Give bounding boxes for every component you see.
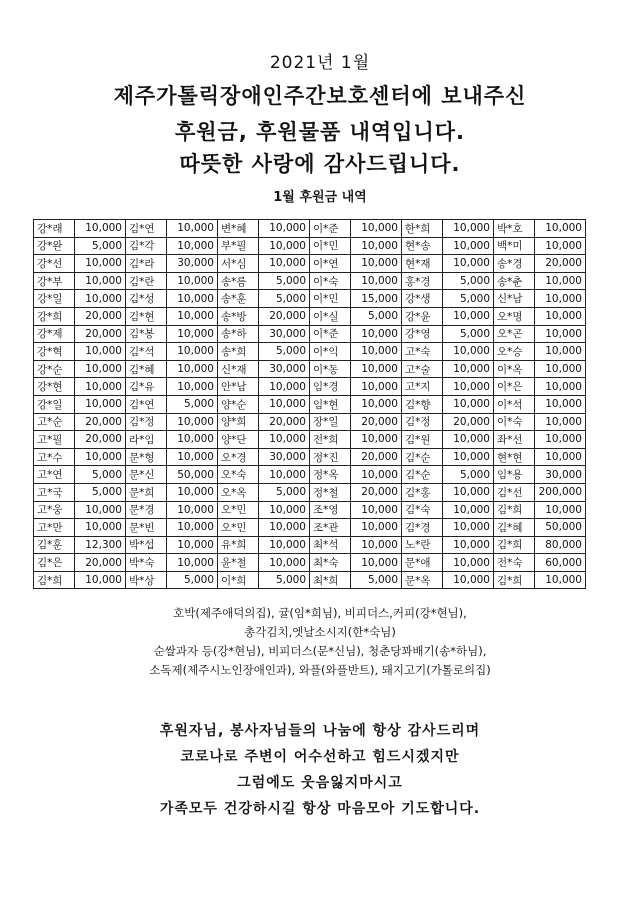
donation-amount-cell: 10,000 xyxy=(167,272,218,290)
donor-name-cell: 고*만 xyxy=(34,519,75,537)
donor-name-cell: 양*순 xyxy=(218,395,259,413)
table-row xyxy=(34,378,586,396)
donor-name-cell: 고*숙 xyxy=(402,343,443,361)
donation-amount-cell: 5,000 xyxy=(443,272,494,290)
donor-name-cell: 문*빈 xyxy=(126,519,167,537)
donation-amount-cell: 10,000 xyxy=(535,395,586,413)
donation-amount-cell: 10,000 xyxy=(75,395,126,413)
donation-amount-cell: 10,000 xyxy=(443,448,494,466)
donation-amount-cell: 10,000 xyxy=(75,378,126,396)
donation-amount-cell: 10,000 xyxy=(259,255,310,273)
closing-line: 후원자님, 봉사자님들의 나눔에 항상 감사드리며 xyxy=(159,723,481,739)
donation-amount-cell: 10,000 xyxy=(443,536,494,554)
donated-items-line: 소독제(제주시노인장애인과), 와플(와플반트), 돼지고기(가톨로의집) xyxy=(149,663,491,677)
title-line-1: 제주가톨릭장애인주간보호센터에 보내주신 xyxy=(113,84,527,108)
donor-name-cell: 신*재 xyxy=(218,360,259,378)
donation-amount-cell: 10,000 xyxy=(259,466,310,484)
donor-name-cell: 이*숙 xyxy=(494,413,535,431)
donation-amount-cell: 20,000 xyxy=(75,413,126,431)
donation-amount-cell: 80,000 xyxy=(535,536,586,554)
donor-name-cell: 현*송 xyxy=(402,237,443,255)
donor-name-cell: 김*정 xyxy=(402,413,443,431)
donor-name-cell: 이*민 xyxy=(310,290,351,308)
donor-name-cell: 오*경 xyxy=(218,448,259,466)
donation-amount-cell: 5,000 xyxy=(75,237,126,255)
closing-line: 그럼에도 웃음잃지마시고 xyxy=(237,775,403,791)
donation-amount-cell: 5,000 xyxy=(75,466,126,484)
table-row xyxy=(34,395,586,413)
donated-items-line: 순쌀과자 등(강*현님), 비피더스(문*신님), 청춘당꽈배기(송*하님), xyxy=(153,644,487,658)
donation-table-body xyxy=(34,220,586,589)
donor-name-cell: 송*방 xyxy=(218,307,259,325)
donor-name-cell: 강*현 xyxy=(34,378,75,396)
donor-name-cell: 송*름 xyxy=(218,272,259,290)
donor-name-cell: 강*윤 xyxy=(402,307,443,325)
donation-amount-cell: 10,000 xyxy=(167,448,218,466)
table-row xyxy=(34,325,586,343)
donation-amount-cell: 10,000 xyxy=(259,554,310,572)
donor-name-cell: 김*연 xyxy=(126,395,167,413)
donation-amount-cell: 10,000 xyxy=(167,378,218,396)
donation-amount-cell: 10,000 xyxy=(75,360,126,378)
table-row xyxy=(34,307,586,325)
donor-name-cell: 오*옥 xyxy=(218,483,259,501)
donation-amount-cell: 20,000 xyxy=(75,431,126,449)
donor-name-cell: 좌*선 xyxy=(494,431,535,449)
donation-amount-cell: 10,000 xyxy=(443,571,494,589)
donation-amount-cell: 15,000 xyxy=(351,290,402,308)
table-row xyxy=(34,237,586,255)
donor-name-cell: 김*홍 xyxy=(402,483,443,501)
donation-amount-cell: 10,000 xyxy=(167,360,218,378)
donor-name-cell: 이*준 xyxy=(310,220,351,238)
donor-name-cell: 이*민 xyxy=(310,237,351,255)
donor-name-cell: 강*영 xyxy=(402,325,443,343)
donor-name-cell: 신*남 xyxy=(494,290,535,308)
donation-amount-cell: 10,000 xyxy=(443,483,494,501)
donation-amount-cell: 10,000 xyxy=(167,483,218,501)
donor-name-cell: 강*생 xyxy=(402,290,443,308)
donor-name-cell: 강*선 xyxy=(34,255,75,273)
donation-amount-cell: 10,000 xyxy=(535,448,586,466)
donor-name-cell: 박*호 xyxy=(494,220,535,238)
donation-amount-cell: 10,000 xyxy=(351,554,402,572)
donation-amount-cell: 20,000 xyxy=(259,413,310,431)
donor-name-cell: 고*웅 xyxy=(34,501,75,519)
donation-amount-cell: 10,000 xyxy=(351,255,402,273)
table-row xyxy=(34,431,586,449)
donation-amount-cell: 10,000 xyxy=(351,378,402,396)
donor-name-cell: 김*훈 xyxy=(34,536,75,554)
donor-name-cell: 강*일 xyxy=(34,395,75,413)
donor-name-cell: 박*상 xyxy=(126,571,167,589)
table-row xyxy=(34,343,586,361)
donation-amount-cell: 5,000 xyxy=(167,395,218,413)
donation-amount-cell: 10,000 xyxy=(75,501,126,519)
donation-amount-cell: 20,000 xyxy=(351,413,402,431)
donor-name-cell: 김*연 xyxy=(126,220,167,238)
donated-items-list xyxy=(0,604,640,680)
donor-name-cell: 오*민 xyxy=(218,501,259,519)
donor-name-cell: 송*훈 xyxy=(218,290,259,308)
donor-name-cell: 강*일 xyxy=(34,290,75,308)
donation-amount-cell: 10,000 xyxy=(351,325,402,343)
donor-name-cell: 한*희 xyxy=(402,220,443,238)
donor-name-cell: 노*란 xyxy=(402,536,443,554)
donation-amount-cell: 60,000 xyxy=(535,554,586,572)
donor-name-cell: 이*준 xyxy=(310,325,351,343)
donor-name-cell: 김*순 xyxy=(402,448,443,466)
donation-amount-cell: 10,000 xyxy=(535,360,586,378)
donor-name-cell: 고*술 xyxy=(402,360,443,378)
donation-amount-cell: 10,000 xyxy=(535,325,586,343)
donation-amount-cell: 10,000 xyxy=(351,466,402,484)
donation-amount-cell: 5,000 xyxy=(167,571,218,589)
donation-amount-cell: 10,000 xyxy=(535,237,586,255)
donor-name-cell: 변*혜 xyxy=(218,220,259,238)
donor-name-cell: 오*민 xyxy=(218,519,259,537)
donor-name-cell: 전*희 xyxy=(310,431,351,449)
table-row xyxy=(34,501,586,519)
donation-amount-cell: 10,000 xyxy=(535,290,586,308)
donor-name-cell: 이*실 xyxy=(310,307,351,325)
donor-name-cell: 이*익 xyxy=(310,343,351,361)
donor-name-cell: 김*희 xyxy=(34,571,75,589)
donor-name-cell: 강*완 xyxy=(34,237,75,255)
donation-amount-cell: 10,000 xyxy=(443,255,494,273)
donation-amount-cell: 10,000 xyxy=(443,343,494,361)
donor-name-cell: 유*희 xyxy=(218,536,259,554)
donor-name-cell: 김*원 xyxy=(402,431,443,449)
donor-name-cell: 김*석 xyxy=(126,343,167,361)
donor-name-cell: 조*관 xyxy=(310,519,351,537)
donation-amount-cell: 10,000 xyxy=(75,448,126,466)
table-row xyxy=(34,448,586,466)
donation-amount-cell: 10,000 xyxy=(443,220,494,238)
donor-name-cell: 박*숙 xyxy=(126,554,167,572)
donation-amount-cell: 10,000 xyxy=(535,431,586,449)
donation-amount-cell: 10,000 xyxy=(443,378,494,396)
donation-amount-cell: 10,000 xyxy=(351,220,402,238)
donation-amount-cell: 30,000 xyxy=(259,360,310,378)
donation-amount-cell: 10,000 xyxy=(535,272,586,290)
donor-name-cell: 김*희 xyxy=(494,501,535,519)
donation-amount-cell: 20,000 xyxy=(259,307,310,325)
donation-amount-cell: 10,000 xyxy=(75,220,126,238)
donation-amount-cell: 10,000 xyxy=(167,413,218,431)
donation-amount-cell: 20,000 xyxy=(351,448,402,466)
donor-name-cell: 김*선 xyxy=(494,483,535,501)
donor-name-cell: 서*심 xyxy=(218,255,259,273)
donor-name-cell: 조*영 xyxy=(310,501,351,519)
donor-name-cell: 정*철 xyxy=(310,483,351,501)
donation-amount-cell: 5,000 xyxy=(443,290,494,308)
donor-name-cell: 장*일 xyxy=(310,413,351,431)
donor-name-cell: 부*필 xyxy=(218,237,259,255)
donor-name-cell: 최*석 xyxy=(310,536,351,554)
closing-line: 코로나로 주변이 어수선하고 힘드시겠지만 xyxy=(180,749,460,765)
donor-name-cell: 홍*경 xyxy=(402,272,443,290)
donation-amount-cell: 10,000 xyxy=(167,343,218,361)
donor-name-cell: 김*향 xyxy=(402,395,443,413)
title-line-3: 따뜻한 사랑에 감사드립니다. xyxy=(179,152,461,176)
donation-amount-cell: 10,000 xyxy=(351,343,402,361)
donor-name-cell: 문*희 xyxy=(126,483,167,501)
donation-amount-cell: 10,000 xyxy=(443,395,494,413)
donor-name-cell: 강*희 xyxy=(34,307,75,325)
donation-amount-cell: 10,000 xyxy=(167,519,218,537)
donor-name-cell: 안*남 xyxy=(218,378,259,396)
donor-name-cell: 문*애 xyxy=(402,554,443,572)
donation-amount-cell: 10,000 xyxy=(351,536,402,554)
donor-name-cell: 김*각 xyxy=(126,237,167,255)
donation-amount-cell: 10,000 xyxy=(535,413,586,431)
donation-amount-cell: 5,000 xyxy=(259,343,310,361)
donor-name-cell: 오*숙 xyxy=(218,466,259,484)
donor-name-cell: 강*혁 xyxy=(34,343,75,361)
donor-name-cell: 윤*철 xyxy=(218,554,259,572)
table-row xyxy=(34,483,586,501)
donor-name-cell: 송*하 xyxy=(218,325,259,343)
donated-items-line: 호박(제주애덕의집), 귤(임*희님), 비피더스,커피(강*현님), xyxy=(173,606,467,620)
title-line-2: 후원금, 후원물품 내역입니다. xyxy=(174,120,465,144)
donation-amount-cell: 10,000 xyxy=(259,431,310,449)
donation-amount-cell: 10,000 xyxy=(167,431,218,449)
donation-amount-cell: 5,000 xyxy=(259,483,310,501)
donor-name-cell: 김*정 xyxy=(126,413,167,431)
donation-amount-cell: 10,000 xyxy=(535,571,586,589)
donor-name-cell: 라*임 xyxy=(126,431,167,449)
donor-name-cell: 임*현 xyxy=(310,395,351,413)
donation-amount-cell: 5,000 xyxy=(443,325,494,343)
table-row xyxy=(34,571,586,589)
donor-name-cell: 김*현 xyxy=(126,307,167,325)
donor-name-cell: 김*봉 xyxy=(126,325,167,343)
donation-amount-cell: 10,000 xyxy=(351,360,402,378)
donation-amount-cell: 20,000 xyxy=(351,483,402,501)
closing-message xyxy=(0,718,640,822)
donor-name-cell: 김*희 xyxy=(494,571,535,589)
donor-name-cell: 문*옥 xyxy=(402,571,443,589)
donation-amount-cell: 10,000 xyxy=(443,501,494,519)
donation-amount-cell: 10,000 xyxy=(75,519,126,537)
donor-name-cell: 문*형 xyxy=(126,448,167,466)
donation-amount-cell: 20,000 xyxy=(443,413,494,431)
donation-amount-cell: 10,000 xyxy=(167,290,218,308)
donor-name-cell: 이*희 xyxy=(218,571,259,589)
donation-amount-cell: 10,000 xyxy=(167,307,218,325)
donated-items-line: 총각김치,엣날소시지(한*숙님) xyxy=(244,625,396,639)
donation-amount-cell: 10,000 xyxy=(167,536,218,554)
donation-amount-cell: 5,000 xyxy=(259,272,310,290)
donor-name-cell: 김*순 xyxy=(402,466,443,484)
donation-amount-cell: 10,000 xyxy=(535,220,586,238)
donation-amount-cell: 10,000 xyxy=(259,519,310,537)
donation-amount-cell: 20,000 xyxy=(75,554,126,572)
donation-amount-cell: 10,000 xyxy=(443,519,494,537)
donation-amount-cell: 10,000 xyxy=(259,501,310,519)
donation-amount-cell: 10,000 xyxy=(75,290,126,308)
table-row xyxy=(34,554,586,572)
donor-name-cell: 김*유 xyxy=(126,378,167,396)
donor-name-cell: 김*혜 xyxy=(126,360,167,378)
donation-amount-cell: 10,000 xyxy=(259,378,310,396)
donation-amount-cell: 10,000 xyxy=(535,378,586,396)
donation-amount-cell: 10,000 xyxy=(535,501,586,519)
donation-amount-cell: 50,000 xyxy=(535,519,586,537)
donor-name-cell: 문*경 xyxy=(126,501,167,519)
donor-name-cell: 정*진 xyxy=(310,448,351,466)
donation-amount-cell: 10,000 xyxy=(167,237,218,255)
donation-amount-cell: 10,000 xyxy=(167,325,218,343)
donor-name-cell: 강*부 xyxy=(34,272,75,290)
donation-amount-cell: 10,000 xyxy=(443,237,494,255)
section-subtitle: 1월 후원금 내역 xyxy=(273,190,367,205)
donor-name-cell: 고*지 xyxy=(402,378,443,396)
donor-name-cell: 최*숙 xyxy=(310,554,351,572)
donation-amount-cell: 5,000 xyxy=(351,307,402,325)
donation-amount-cell: 20,000 xyxy=(75,325,126,343)
donation-amount-cell: 10,000 xyxy=(75,255,126,273)
donation-amount-cell: 200,000 xyxy=(535,483,586,501)
donation-amount-cell: 10,000 xyxy=(535,343,586,361)
donor-name-cell: 김*란 xyxy=(126,272,167,290)
donation-amount-cell: 10,000 xyxy=(259,220,310,238)
donation-amount-cell: 20,000 xyxy=(535,255,586,273)
donation-amount-cell: 10,000 xyxy=(443,554,494,572)
donation-amount-cell: 30,000 xyxy=(167,255,218,273)
donation-amount-cell: 10,000 xyxy=(351,395,402,413)
donor-name-cell: 강*제 xyxy=(34,325,75,343)
donor-name-cell: 임*용 xyxy=(494,466,535,484)
donation-amount-cell: 30,000 xyxy=(535,466,586,484)
donation-amount-cell: 10,000 xyxy=(351,431,402,449)
table-row xyxy=(34,220,586,238)
donation-amount-cell: 50,000 xyxy=(167,466,218,484)
donor-name-cell: 고*순 xyxy=(34,413,75,431)
donation-amount-cell: 5,000 xyxy=(351,571,402,589)
donor-name-cell: 이*동 xyxy=(310,360,351,378)
donor-name-cell: 김*라 xyxy=(126,255,167,273)
donor-name-cell: 이*숙 xyxy=(310,272,351,290)
donation-amount-cell: 10,000 xyxy=(75,343,126,361)
donor-name-cell: 김*경 xyxy=(402,519,443,537)
donor-name-cell: 오*명 xyxy=(494,307,535,325)
donor-name-cell: 현*현 xyxy=(494,448,535,466)
donation-amount-cell: 10,000 xyxy=(75,272,126,290)
table-row xyxy=(34,519,586,537)
donor-name-cell: 이*석 xyxy=(494,395,535,413)
donation-table xyxy=(33,219,586,589)
table-row xyxy=(34,466,586,484)
donation-amount-cell: 10,000 xyxy=(351,237,402,255)
donor-name-cell: 문*신 xyxy=(126,466,167,484)
donor-name-cell: 현*재 xyxy=(402,255,443,273)
table-row xyxy=(34,290,586,308)
donor-name-cell: 이*은 xyxy=(494,378,535,396)
closing-line: 가족모두 건강하시길 항상 마음모아 기도합니다. xyxy=(159,801,481,817)
donation-amount-cell: 10,000 xyxy=(443,307,494,325)
donation-amount-cell: 10,000 xyxy=(535,307,586,325)
donor-name-cell: 김*숙 xyxy=(402,501,443,519)
donor-name-cell: 김*희 xyxy=(494,536,535,554)
table-row xyxy=(34,272,586,290)
donor-name-cell: 최*희 xyxy=(310,571,351,589)
donor-name-cell: 송*춘 xyxy=(494,272,535,290)
donation-amount-cell: 10,000 xyxy=(443,360,494,378)
donor-name-cell: 김*은 xyxy=(34,554,75,572)
donor-name-cell: 송*희 xyxy=(218,343,259,361)
donor-name-cell: 전*숙 xyxy=(494,554,535,572)
donation-amount-cell: 5,000 xyxy=(75,483,126,501)
donation-amount-cell: 20,000 xyxy=(75,307,126,325)
table-row xyxy=(34,360,586,378)
donation-amount-cell: 30,000 xyxy=(259,448,310,466)
donor-name-cell: 김*성 xyxy=(126,290,167,308)
donor-name-cell: 김*혜 xyxy=(494,519,535,537)
donor-name-cell: 이*연 xyxy=(310,255,351,273)
donation-amount-cell: 5,000 xyxy=(443,466,494,484)
donation-amount-cell: 10,000 xyxy=(351,519,402,537)
donation-amount-cell: 5,000 xyxy=(259,571,310,589)
donation-amount-cell: 10,000 xyxy=(167,554,218,572)
donor-name-cell: 강*순 xyxy=(34,360,75,378)
donation-amount-cell: 10,000 xyxy=(167,220,218,238)
donor-name-cell: 오*승 xyxy=(494,343,535,361)
donation-amount-cell: 10,000 xyxy=(259,395,310,413)
donor-name-cell: 고*국 xyxy=(34,483,75,501)
donor-name-cell: 백*미 xyxy=(494,237,535,255)
donor-name-cell: 이*옥 xyxy=(494,360,535,378)
donation-amount-cell: 10,000 xyxy=(259,237,310,255)
donor-name-cell: 고*필 xyxy=(34,431,75,449)
donation-amount-cell: 10,000 xyxy=(351,272,402,290)
donor-name-cell: 강*래 xyxy=(34,220,75,238)
donation-amount-cell: 5,000 xyxy=(259,290,310,308)
report-date: 2021년 1월 xyxy=(269,53,371,73)
table-row xyxy=(34,255,586,273)
table-row xyxy=(34,536,586,554)
donor-name-cell: 오*곤 xyxy=(494,325,535,343)
table-row xyxy=(34,413,586,431)
donor-name-cell: 양*희 xyxy=(218,413,259,431)
donation-amount-cell: 12,300 xyxy=(75,536,126,554)
donation-amount-cell: 10,000 xyxy=(443,431,494,449)
donation-amount-cell: 10,000 xyxy=(259,536,310,554)
donor-name-cell: 고*수 xyxy=(34,448,75,466)
donor-name-cell: 정*옥 xyxy=(310,466,351,484)
donor-name-cell: 박*섭 xyxy=(126,536,167,554)
donor-name-cell: 고*연 xyxy=(34,466,75,484)
donor-name-cell: 양*단 xyxy=(218,431,259,449)
donation-amount-cell: 10,000 xyxy=(75,571,126,589)
donation-amount-cell: 10,000 xyxy=(167,501,218,519)
donor-name-cell: 송*경 xyxy=(494,255,535,273)
donation-amount-cell: 10,000 xyxy=(351,501,402,519)
donor-name-cell: 임*경 xyxy=(310,378,351,396)
donation-amount-cell: 30,000 xyxy=(259,325,310,343)
